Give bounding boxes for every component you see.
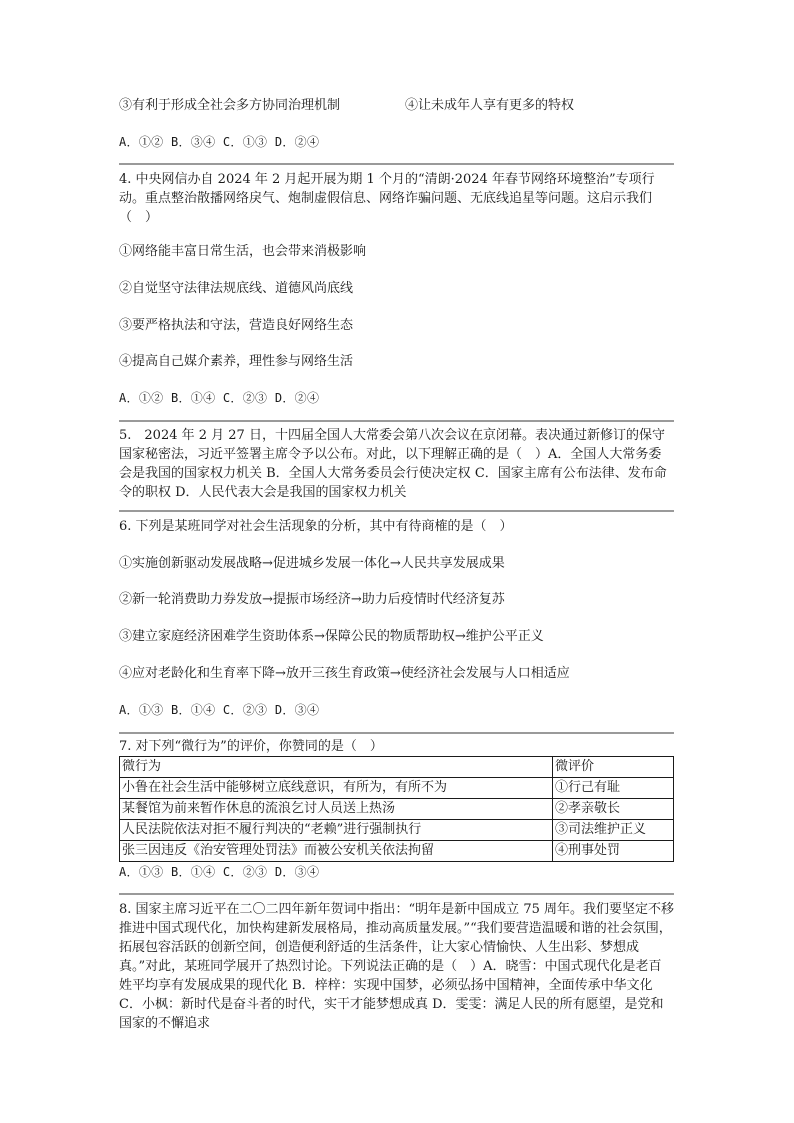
evaluation-cell: ③司法维护正义 (553, 820, 674, 841)
evaluation-cell: ①行己有耻 (553, 778, 674, 799)
q4-item-1: ①网络能丰富日常生活，也会带来消极影响 (119, 244, 367, 259)
q4-options: A．①② B．①④ C．②③ D．②④ (119, 391, 320, 405)
behavior-cell: 张三因违反《治安管理处罚法》而被公安机关依法拘留 (120, 841, 553, 862)
evaluation-cell: ④刑事处罚 (553, 841, 674, 862)
q3-options: A．①② B．③④ C．①③ D．②④ (119, 135, 320, 149)
divider (119, 163, 674, 165)
q6-item-3: ③建立家庭经济困难学生资助体系→保障公民的物质帮助权→维护公平正义 (119, 629, 544, 644)
q6-item-4: ④应对老龄化和生育率下降→放开三孩生育政策→使经济社会发展与人口相适应 (119, 666, 570, 681)
q8-text: 8. 国家主席习近平在二〇二四年新年贺词中指出：“明年是新中国成立 75 周年。我们要坚定不移推进中国式现代化，加快构建新发展格局，推动高质量发展。”“我们要营造温暖和谐的社会氛围，拓展包容活跃的创新空间，创造便利舒适的生活条件，让大家心情愉快、人生出彩、梦想成真。”对此，某班同学展开了热烈讨论。下列说法正确的是（ ）A．晓雪：中国式现代化是老百姓平均享有发展成果的现代化 B．梓梓：实现中国梦，必须弘扬中国精神，全面传承中华文化 C．小枫：新时代是奋斗者的时代，实干才能梦想成真 D．雯雯：满足人民的所有愿望，是党和国家的不懈追求 (119, 902, 674, 1031)
divider (119, 510, 674, 512)
q6-item-2: ②新一轮消费助力券发放→提振市场经济→助力后疫情时代经济复苏 (119, 592, 505, 607)
q7-stem: 7. 对下列“微行为”的评价，你赞同的是（ ） (119, 739, 383, 754)
q6-stem: 6. 下列是某班同学对社会生活现象的分析，其中有待商榷的是（ ） (119, 519, 513, 534)
table-header-row (120, 757, 674, 778)
q7-options: A．①③ B．①④ C．②③ D．③④ (119, 865, 320, 879)
header-evaluation: 微评价 (553, 757, 674, 778)
divider (119, 893, 674, 895)
behavior-cell: 某餐馆为前来暂作休息的流浪乞讨人员送上热汤 (120, 799, 553, 820)
divider (119, 420, 674, 422)
behavior-cell: 人民法院依法对拒不履行判决的“老赖”进行强制执行 (120, 820, 553, 841)
table-row (120, 820, 674, 841)
q6-item-1: ①实施创新驱动发展战略→促进城乡发展一体化→人民共享发展成果 (119, 556, 505, 571)
evaluation-cell: ②孝亲敬长 (553, 799, 674, 820)
divider (119, 732, 674, 734)
table-row (120, 841, 674, 862)
header-behavior: 微行为 (120, 757, 553, 778)
table-row (120, 799, 674, 820)
q4-item-2: ②自觉坚守法律法规底线、道德风尚底线 (119, 281, 354, 296)
behavior-cell: 小鲁在社会生活中能够树立底线意识，有所为，有所不为 (120, 778, 553, 799)
q3-item-3: ③有利于形成全社会多方协同治理机制 (119, 98, 341, 113)
q4-item-3: ③要严格执法和守法，营造良好网络生态 (119, 318, 354, 333)
q4-stem: 4. 中央网信办自 2024 年 2 月起开展为期 1 个月的“清朗·2024 年春节网络环境整治”专项行动。重点整治散播网络戾气、炮制虚假信息、网络诈骗问题、无底线追星等问题。这启示我们（ ） (119, 172, 655, 225)
q3-item-4: ④让未成年人享有更多的特权 (405, 98, 575, 113)
q4-item-4: ④提高自己媒介素养，理性参与网络生活 (119, 354, 354, 369)
q6-options: A．①③ B．①④ C．②③ D．③④ (119, 703, 320, 717)
evaluation-table (119, 756, 674, 862)
table-row (120, 778, 674, 799)
q5-text: 5. 2024 年 2 月 27 日，十四届全国人大常委会第八次会议在京闭幕。表决通过新修订的保守国家秘密法，习近平签署主席令予以公布。对此，以下理解正确的是（ ）A．全国人大常务委会是我国的国家权力机关 B．全国人大常务委员会行使决定权 C．国家主席有公布法律、发布命令的职权 D．人民代表大会是我国的国家权力机关 (119, 428, 667, 500)
